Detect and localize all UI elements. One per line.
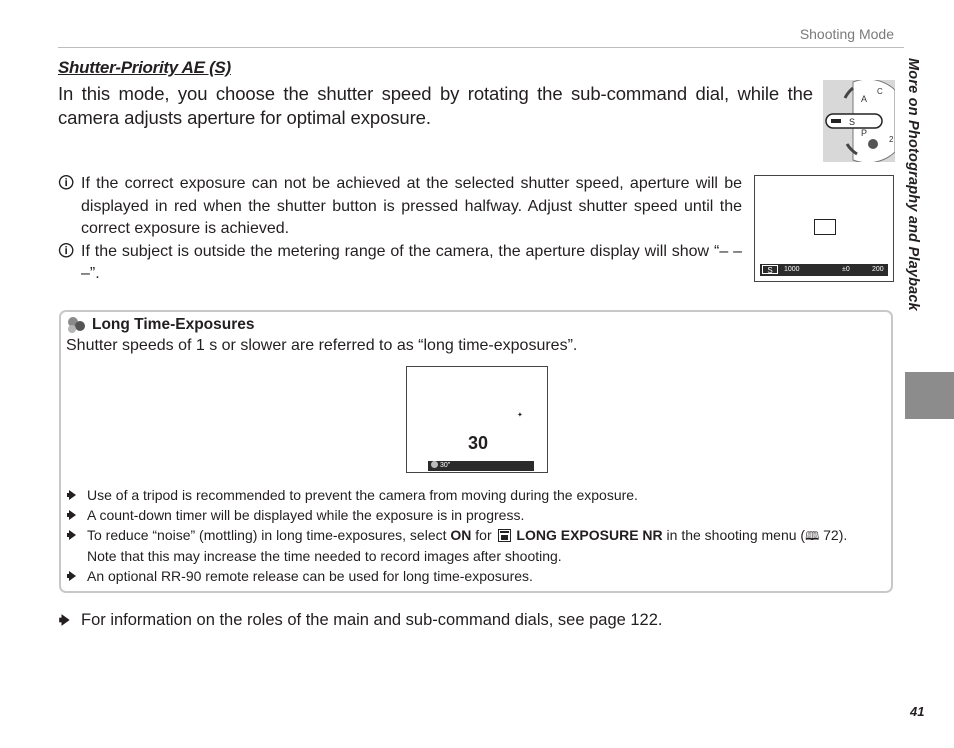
page-reference: 72 (823, 527, 839, 543)
page-reference-icon: 🕮 (805, 529, 820, 543)
section-header: Shooting Mode (799, 26, 894, 42)
focus-frame (814, 219, 836, 235)
list-item (66, 566, 892, 586)
svg-text:C: C (877, 87, 883, 96)
note-title: Long Time-Exposures (92, 316, 255, 333)
list-item-text: Note that this may increase the time needed to record images after shooting. (87, 548, 562, 564)
caution-icon: 🛈 (58, 242, 75, 260)
chapter-tab-marker (905, 372, 954, 419)
dial-mode-label: S (849, 117, 856, 127)
list-item-text: for (471, 527, 496, 543)
note-pointer-icon (66, 529, 78, 541)
caution-list (58, 173, 742, 286)
setting-name: LONG EXPOSURE NR (516, 527, 663, 543)
shutter-readout: 1000 (784, 266, 800, 273)
status-icon: ✦ (517, 412, 523, 419)
intro-paragraph: In this mode, you choose the shutter speed by rotating the sub-command dial, while the camera adjusts aperture for optimal exposure. (58, 83, 813, 128)
section-title: Shutter-Priority AE (S) (58, 58, 231, 77)
list-item-text: To reduce “noise” (mottling) in long time-exposures, select (87, 527, 451, 543)
note-pointer-icon (66, 509, 78, 521)
list-item-text: in the shooting menu ( (662, 527, 806, 543)
tip-icon (66, 316, 88, 334)
note-text: Shutter speeds of 1 s or slower are referred to as “long time-exposures”. (66, 337, 578, 354)
caution-item (58, 241, 742, 286)
svg-text:A: A (861, 94, 868, 104)
countdown-lcd-illustration (406, 366, 548, 473)
list-item-text: Use of a tripod is recommended to prevent the camera from moving during the exposure. (87, 487, 638, 503)
side-tab (905, 58, 935, 368)
list-item (66, 505, 892, 525)
note-pointer-icon (66, 570, 78, 582)
setting-value: ON (450, 527, 472, 543)
caution-text: If the correct exposure can not be achieved at the selected shutter speed, aperture will be displayed in red when the shutter button is pressed halfway. Adjust shutter speed until the correct exposure is achieved. (81, 175, 742, 237)
lcd-info-bar (428, 461, 534, 471)
exposure-time-readout: 30" (440, 462, 451, 469)
mode-badge: S (762, 265, 778, 274)
note-pointer-icon (66, 489, 78, 501)
record-dot-icon (431, 461, 438, 468)
note-pointer-icon (58, 613, 72, 627)
list-item (66, 485, 892, 505)
countdown-timer: 30 (468, 433, 489, 453)
shooting-menu-icon (498, 529, 511, 542)
list-item-text: An optional RR-90 remote release can be used for long time-exposures. (87, 568, 533, 584)
caution-item (58, 173, 742, 241)
svg-text:2: 2 (889, 135, 894, 144)
header-divider (58, 47, 904, 48)
svg-text:P: P (861, 128, 868, 138)
exposure-readout: ±0 (842, 266, 850, 273)
list-item (66, 525, 892, 566)
mode-dial-illustration (823, 80, 895, 162)
iso-readout: 200 (872, 266, 884, 273)
caution-text: If the subject is outside the metering range of the camera, the aperture display will show “– – –”. (81, 242, 742, 282)
long-exposure-notes (66, 485, 892, 586)
list-item-text: ). (838, 527, 848, 543)
side-tab-label: More on Photography and Playback (905, 58, 921, 311)
footer-note-text: For information on the roles of the main and sub-command dials, see page 122. (81, 611, 663, 629)
page-number: 41 (910, 704, 925, 719)
lcd-info-bar (760, 264, 888, 276)
lcd-display-illustration (754, 175, 894, 282)
footer-note (58, 611, 663, 630)
caution-icon: 🛈 (58, 175, 75, 192)
list-item-text: A count-down timer will be displayed while the exposure is in progress. (87, 507, 525, 523)
